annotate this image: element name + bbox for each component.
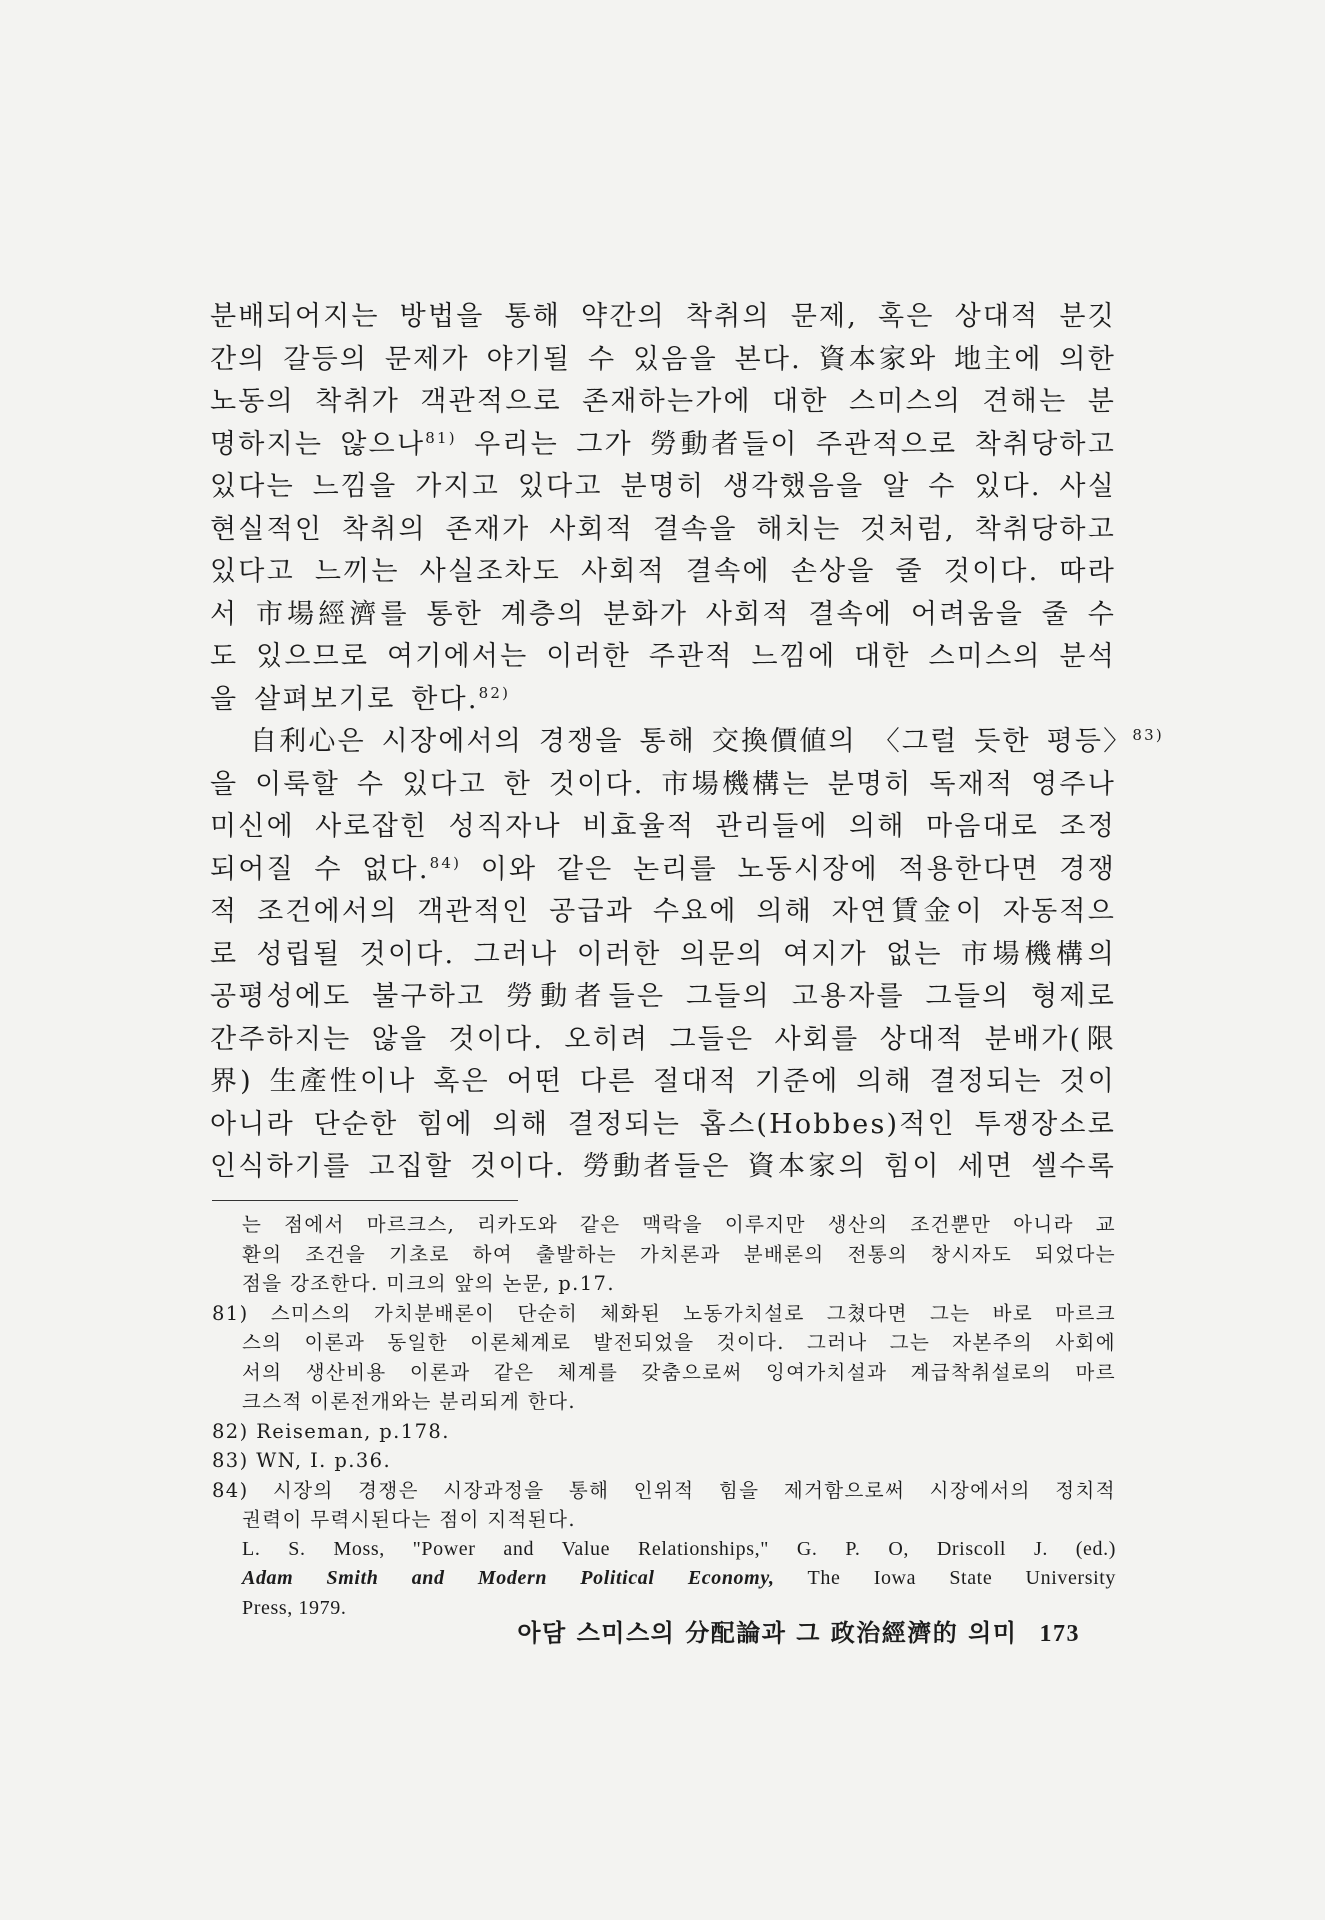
- reference-publisher: The Iowa State University: [807, 1567, 1116, 1589]
- footnote-84: 84) 시장의 경쟁은 시장과정을 통해 인위적 힘을 제거함으로써 시장에서의 정치적: [212, 1478, 1116, 1502]
- text-line: 있다는 느낌을 가지고 있다고 분명히 생각했음을 알 수 있다. 사실: [210, 471, 1116, 502]
- text-line: 적 조건에서의 객관적인 공급과 수요에 의해 자연賃金이 자동적으: [210, 896, 1116, 927]
- footnote-83: 83) WN, I. p.36.: [212, 1449, 392, 1472]
- text-line: 노동의 착취가 객관적으로 존재하는가에 대한 스미스의 견해는 분: [210, 386, 1116, 417]
- text-line: 로 성립될 것이다. 그러나 이러한 의문의 여지가 없는 市場機構의: [210, 938, 1116, 970]
- text-segment: 명하지는 않으나: [210, 428, 426, 460]
- page-number: 173: [1039, 1621, 1080, 1647]
- text-segment: 自利心은 시장에서의 경쟁을 통해 交換價値의 〈그럴 듯한 평등〉: [250, 726, 1133, 757]
- text-segment: 우리는 그가 勞動者들이 주관적으로 착취당하고: [474, 428, 1116, 460]
- reference-line: L. S. Moss, "Power and Value Relationships," G. P. O, Driscoll J. (ed.): [242, 1537, 1116, 1560]
- running-footer: [0, 1613, 1080, 1648]
- reference-line: [212, 1564, 1116, 1594]
- text-line: 미신에 사로잡힌 성직자나 비효율적 관리들에 의해 마음대로 조정: [210, 811, 1116, 842]
- main-text: [210, 296, 1164, 1189]
- text-line: 현실적인 착취의 존재가 사회적 결속을 해치는 것처럼, 착취당하고: [210, 513, 1116, 545]
- text-line: 서 市場經濟를 통한 계층의 분화가 사회적 결속에 어려움을 줄 수: [210, 598, 1116, 630]
- text-segment: 이와 같은 논리를 노동시장에 적용한다면 경쟁: [480, 853, 1116, 885]
- text-segment: 을 살펴보기로 한다.: [210, 683, 479, 715]
- text-line: 공평성에도 불구하고 勞動者들은 그들의 고용자를 그들의 형제로: [210, 981, 1116, 1012]
- text-line: 을 이룩할 수 있다고 한 것이다. 市場機構는 분명히 독재적 영주나: [210, 768, 1116, 800]
- text-line: 있다고 느끼는 사실조차도 사회적 결속에 손상을 줄 것이다. 따라: [210, 556, 1116, 587]
- footnote-line: 권력이 무력시된다는 점이 지적된다.: [242, 1508, 576, 1531]
- text-line: 간의 갈등의 문제가 야기될 수 있음을 본다. 資本家와 地主에 의한: [210, 343, 1116, 375]
- footnote-ref-84: 84): [429, 853, 462, 872]
- text-line: [210, 679, 1116, 722]
- text-line: 분배되어지는 방법을 통해 약간의 착취의 문제, 혹은 상대적 분깃: [210, 301, 1116, 332]
- text-line: 인식하기를 고집할 것이다. 勞動者들은 資本家의 힘이 세면 셀수록: [210, 1151, 1116, 1182]
- text-line: 도 있으므로 여기에서는 이러한 주관적 느낌에 대한 스미스의 분석: [210, 641, 1116, 672]
- text-line: [210, 721, 1164, 764]
- text-line: [210, 849, 1116, 892]
- footnote-ref-83: 83): [1132, 726, 1164, 744]
- reference-title: Adam Smith and Modern Political Economy,: [242, 1567, 775, 1589]
- footnote-line: 크스적 이론전개와는 분리되게 한다.: [242, 1390, 576, 1413]
- text-segment: 되어질 수 없다.: [210, 853, 430, 885]
- footnote-line: 점을 강조한다. 미크의 앞의 논문, p.17.: [242, 1272, 615, 1295]
- text-line: [210, 424, 1116, 467]
- footnote-line: 스의 이론과 동일한 이론체계로 발전되었을 것이다. 그러나 그는 자본주의 사회에: [242, 1331, 1116, 1354]
- footnote-line: 환의 조건을 기초로 하여 출발하는 가치론과 분배론의 전통의 창시자도 되었다는: [242, 1242, 1116, 1266]
- text-line: 간주하지는 않을 것이다. 오히려 그들은 사회를 상대적 분배가(限: [210, 1023, 1116, 1055]
- running-title: 아담 스미스의 分配論과 그 政治經濟的 의미: [517, 1618, 1018, 1647]
- footnotes: [212, 1210, 1116, 1623]
- text-line: 아니라 단순한 힘에 의해 결정되는 홉스(Hobbes)적인 투쟁장소로: [210, 1108, 1116, 1140]
- footnote-82: 82) Reiseman, p.178.: [212, 1419, 450, 1443]
- footnote-line: 는 점에서 마르크스, 리카도와 같은 맥락을 이루지만 생산의 조건뿐만 아니라 교: [242, 1213, 1116, 1236]
- footnote-81: 81) 스미스의 가치분배론이 단순히 체화된 노동가치설로 그쳤다면 그는 바로 마르크: [212, 1301, 1116, 1325]
- footnote-divider: [212, 1200, 518, 1201]
- footnote-line: 서의 생산비용 이론과 같은 체계를 갖춤으로써 잉여가치설과 계급착취설로의 마르: [242, 1360, 1116, 1384]
- reference-line: Press, 1979.: [242, 1596, 347, 1619]
- footnote-ref-82: 82): [478, 683, 511, 702]
- text-line: 界) 生產性이나 혹은 어떤 다른 절대적 기준에 의해 결정되는 것이: [210, 1066, 1116, 1097]
- footnote-ref-81: 81): [425, 428, 457, 447]
